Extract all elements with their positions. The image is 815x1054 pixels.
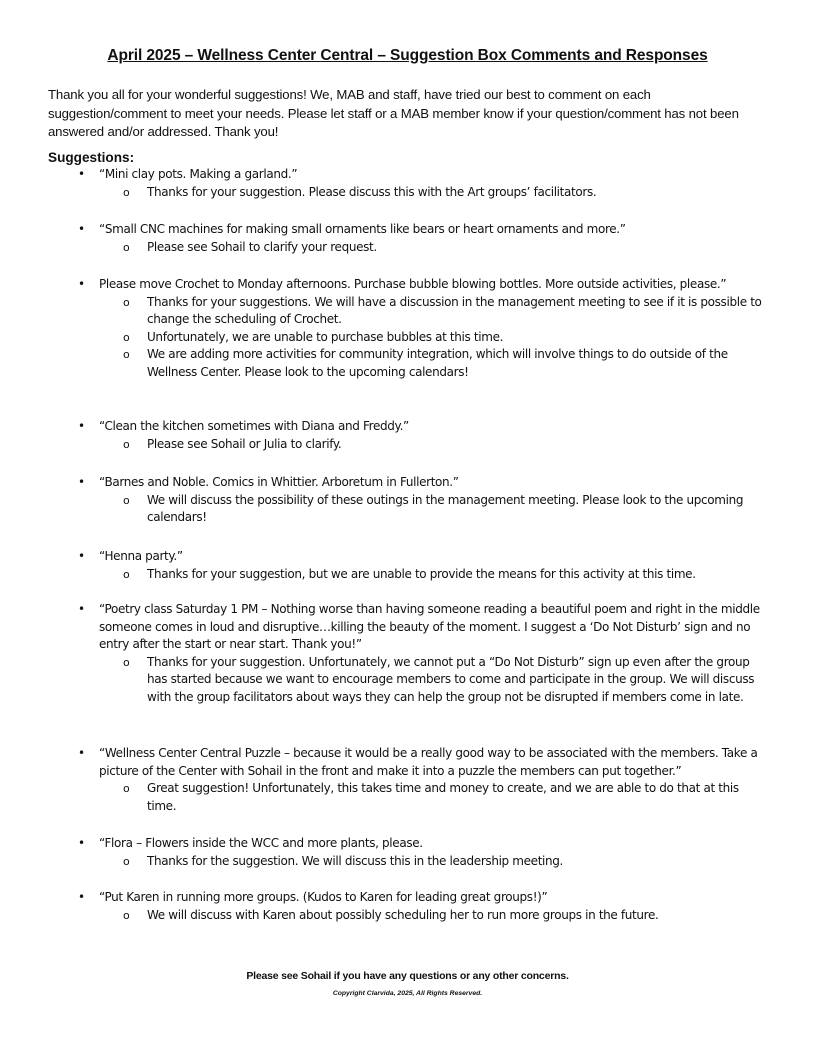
suggestions-heading: Suggestions: — [48, 150, 135, 165]
response-item — [123, 853, 767, 871]
suggestion-text: Please move Crochet to Monday afternoons. Purchase bubble blowing bottles. More outside activities, please.” — [99, 277, 727, 291]
sub-bullet-icon: o — [123, 908, 130, 922]
response-item — [123, 294, 767, 329]
sub-bullet-icon: o — [123, 330, 130, 344]
bullet-icon: • — [78, 419, 85, 433]
response-text: Thanks for the suggestion. We will discuss this in the leadership meeting. — [147, 853, 564, 868]
intro-paragraph: Thank you all for your wonderful suggestions! We, MAB and staff, have tried our best to comment on each suggestion/comment to meet your needs. Please let staff or a MAB member know if your question/comment has not been answered and/or addressed. Thank you! — [48, 87, 739, 139]
bullet-icon: • — [78, 277, 85, 291]
suggestion-text: “Clean the kitchen sometimes with Diana and Freddy.” — [99, 419, 409, 433]
response-text: Thanks for your suggestions. We will have a discussion in the management meeting to see if it is possible to change the scheduling of Crochet. — [147, 294, 762, 326]
sub-bullet-icon: o — [123, 854, 130, 868]
bullet-icon: • — [78, 549, 85, 563]
bullet-icon: • — [78, 746, 85, 760]
footer-note: Please see Sohail if you have any questions or any other concerns. — [246, 970, 569, 982]
suggestion-text: “Small CNC machines for making small ornaments like bears or heart ornaments and more.” — [99, 222, 626, 236]
response-text: Thanks for your suggestion, but we are unable to provide the means for this activity at this time. — [147, 566, 696, 581]
response-item — [123, 654, 767, 707]
suggestion-text: “Put Karen in running more groups. (Kudos to Karen for leading great groups!)” — [99, 890, 548, 904]
suggestion-text: “Mini clay pots. Making a garland.” — [99, 167, 298, 181]
bullet-icon: • — [78, 890, 85, 904]
response-item — [123, 566, 767, 584]
bullet-icon: • — [78, 602, 85, 616]
suggestion-item — [78, 548, 771, 583]
response-item — [123, 239, 767, 257]
response-text: Thanks for your suggestion. Please discuss this with the Art groups’ facilitators. — [147, 184, 597, 199]
response-item — [123, 780, 767, 815]
suggestion-item — [78, 221, 771, 256]
sub-bullet-icon: o — [123, 295, 130, 309]
response-text: We will discuss the possibility of these outings in the management meeting. Please look to the upcoming calendars! — [147, 492, 744, 524]
suggestion-item — [78, 601, 771, 706]
suggestion-item — [78, 276, 771, 381]
copyright-notice: Copyright Clarvida, 2025, All Rights Reserved. — [332, 990, 483, 997]
sub-bullet-icon: o — [123, 240, 130, 254]
page-title: April 2025 – Wellness Center Central – Suggestion Box Comments and Responses — [107, 47, 708, 64]
response-text: Please see Sohail to clarify your request. — [147, 239, 377, 254]
response-item — [123, 436, 767, 454]
response-item — [123, 346, 767, 381]
suggestion-text: “Wellness Center Central Puzzle – because it would be a really good way to be associated with the members. Take a picture of the Center with Sohail in the front and make it into a puzzle the members can put together.” — [99, 746, 758, 778]
response-text: Please see Sohail or Julia to clarify. — [147, 436, 342, 451]
suggestion-item — [78, 745, 771, 815]
suggestion-item — [78, 166, 771, 201]
suggestion-item — [78, 474, 771, 527]
sub-bullet-icon: o — [123, 782, 130, 795]
suggestion-item — [78, 835, 771, 870]
response-item — [123, 329, 767, 347]
response-text: Unfortunately, we are unable to purchase bubbles at this time. — [147, 329, 504, 344]
suggestion-item — [78, 418, 771, 453]
bullet-icon: • — [78, 836, 85, 850]
response-item — [123, 184, 767, 202]
sub-bullet-icon: o — [123, 348, 130, 361]
bullet-icon: • — [78, 167, 85, 181]
sub-bullet-icon: o — [123, 437, 130, 451]
suggestion-text: “Barnes and Noble. Comics in Whittier. Arboretum in Fullerton.” — [99, 475, 459, 489]
response-text: We are adding more activities for community integration, which will involve things to do outside of the Wellness Center. Please look to the upcoming calendars! — [147, 347, 728, 379]
sub-bullet-icon: o — [123, 655, 130, 669]
suggestion-text: “Henna party.” — [99, 549, 183, 563]
response-text: Thanks for your suggestion. Unfortunately, we cannot put a “Do Not Disturb” sign up even after the group has started because we want to encourage members to come and participate in the group. We will discuss with the group facilitators about ways they can help the group not be disrupted if members come in late. — [147, 654, 755, 704]
suggestion-text: “Flora – Flowers inside the WCC and more plants, please. — [99, 836, 423, 850]
sub-bullet-icon: o — [123, 493, 130, 507]
bullet-icon: • — [78, 475, 85, 489]
bullet-icon: • — [78, 222, 85, 236]
suggestion-item — [78, 889, 771, 924]
sub-bullet-icon: o — [123, 185, 130, 199]
response-item — [123, 492, 767, 527]
response-text: Great suggestion! Unfortunately, this takes time and money to create, and we are able to do that at this time. — [147, 781, 739, 813]
sub-bullet-icon: o — [123, 567, 130, 581]
response-item — [123, 907, 767, 925]
response-text: We will discuss with Karen about possibly scheduling her to run more groups in the future. — [147, 907, 659, 922]
suggestion-text: “Poetry class Saturday 1 PM – Nothing worse than having someone reading a beautiful poem and right in the middle someone comes in loud and disruptive…killing the beauty of the moment. I suggest a ‘Do Not Disturb’ sign and no entry after the start or near start. Thank you!” — [99, 602, 760, 651]
